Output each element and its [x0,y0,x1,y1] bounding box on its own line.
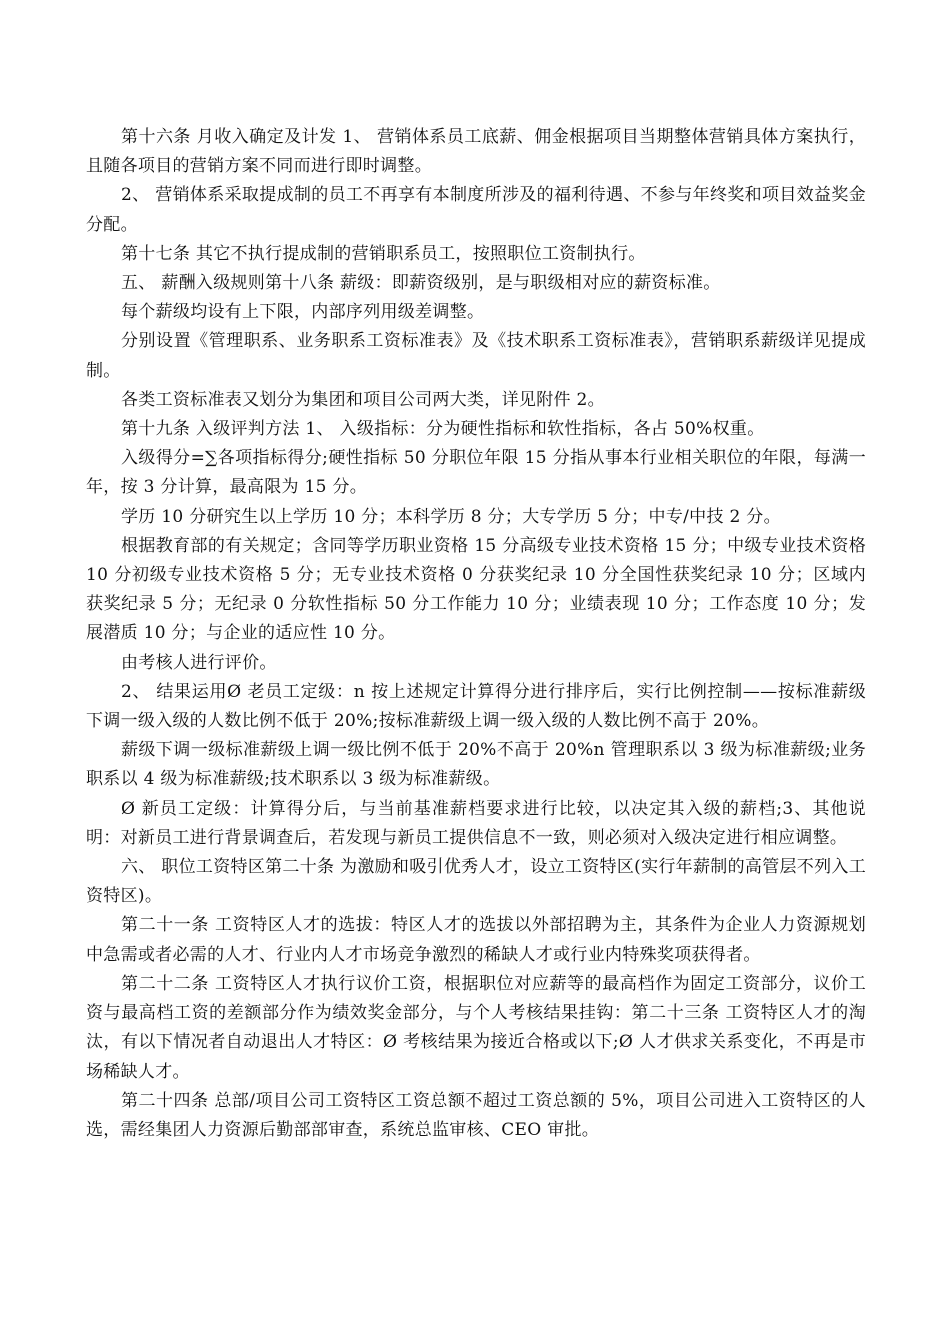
paragraph-article-21: 第二十一条 工资特区人才的选拔：特区人才的选拔以外部招聘为主，其条件为企业人力资源规划中急需或者必需的人才、行业内人才市场竞争激烈的稀缺人才或行业内特殊奖项获得者。 [86,915,866,965]
paragraph-article-24: 第二十四条 总部/项目公司工资特区工资总额不超过工资总额的 5%，项目公司进入工资特区的人选，需经集团人力资源后勤部部审查，系统总监审核、CEO 审批。 [86,1090,866,1140]
document-body [86,123,866,1145]
paragraph-entry-score: 入级得分=∑各项指标得分;硬性指标 50 分职位年限 15 分指从事本行业相关职位的年限，每满一年，按 3 分计算，最高限为 15 分。 [86,448,866,498]
paragraph-new-employee-grading: Ø 新员工定级：计算得分后，与当前基准薪档要求进行比较，以决定其入级的薪档;3、其他说明：对新员工进行背景调查后，若发现与新员工提供信息不一致，则必须对入级决定进行相应调整。 [86,798,866,848]
paragraph-salary-range: 每个薪级均设有上下限，内部序列用级差调整。 [121,302,485,323]
paragraph-section-6-article-20: 六、 职位工资特区第二十条 为激励和吸引优秀人才，设立工资特区(实行年薪制的高管层不列入工资特区)。 [86,857,866,907]
paragraph-evaluator: 由考核人进行评价。 [121,652,277,673]
paragraph-salary-tables: 分别设置《管理职系、业务职系工资标准表》及《技术职系工资标准表》，营销职系薪级详见提成制。 [86,331,866,381]
paragraph-education-score: 学历 10 分研究生以上学历 10 分；本科学历 8 分；大专学历 5 分；中专/中技 2 分。 [121,506,781,527]
paragraph-qualification-score: 根据教育部的有关规定；含同等学历职业资格 15 分高级专业技术资格 15 分；中级专业技术资格 10 分初级专业技术资格 5 分；无专业技术资格 0 分获奖纪录 10 分全国性获奖纪录 10 分；区域内获奖纪录 5 分；无纪录 0 分软性指标 50 分工作能力 10 分；业绩表现 10 分；工作态度 10 分；发展潜质 10 分；与企业的适应性 10 分。 [86,535,866,644]
paragraph-article-19: 第十九条 入级评判方法 1、 入级指标：分为硬性指标和软性指标，各占 50%权重。 [121,419,765,440]
paragraph-article-17: 第十七条 其它不执行提成制的营销职系员工，按照职位工资制执行。 [121,243,646,264]
paragraph-article-16-item-2: 2、 营销体系采取提成制的员工不再享有本制度所涉及的福利待遇、不参与年终奖和项目效益奖金分配。 [86,185,866,235]
paragraph-article-16: 第十六条 月收入确定及计发 1、 营销体系员工底薪、佣金根据项目当期整体营销具体方案执行，且随各项目的营销方案不同而进行即时调整。 [86,127,866,177]
paragraph-article-22-23: 第二十二条 工资特区人才执行议价工资，根据职位对应薪等的最高档作为固定工资部分，议价工资与最高档工资的差额部分作为绩效奖金部分，与个人考核结果挂钩：第二十三条 工资特区人才的淘汰，有以下情况者自动退出人才特区：Ø 考核结果为接近合格或以下;Ø 人才供求关系变化，不再是市场稀缺人才。 [86,973,866,1082]
paragraph-section-5-article-18: 五、 薪酬入级规则第十八条 薪级：即薪资级别，是与职级相对应的薪资标准。 [121,273,721,294]
paragraph-result-usage: 2、 结果运用Ø 老员工定级：n 按上述规定计算得分进行排序后，实行比例控制——按标准薪级下调一级入级的人数比例不低于 20%;按标准薪级上调一级入级的人数比例不高于 20%。 [86,681,866,732]
paragraph-standard-grades: 薪级下调一级标准薪级上调一级比例不低于 20%不高于 20%n 管理职系以 3 级为标准薪级;业务职系以 4 级为标准薪级;技术职系以 3 级为标准薪级。 [86,740,866,790]
paragraph-table-categories: 各类工资标准表又划分为集团和项目公司两大类，详见附件 2。 [121,389,605,410]
